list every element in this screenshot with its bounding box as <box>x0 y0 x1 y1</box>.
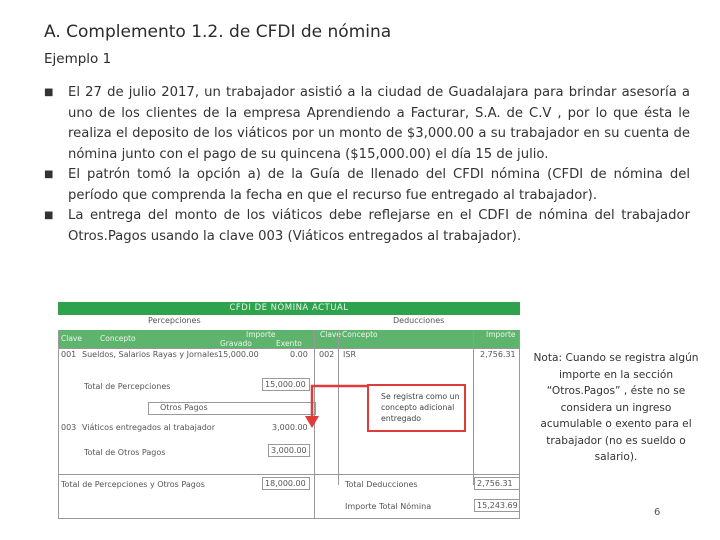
perc-exento: 0.00 <box>290 350 308 359</box>
total-percepciones-value: 15,000.00 <box>265 380 306 389</box>
bullet-marker-icon: ■ <box>44 210 54 221</box>
importe-total-label: Importe Total Nómina <box>345 502 432 511</box>
ded-col-clave: Clave <box>320 330 341 339</box>
bullet-text: El 27 de julio 2017, un trabajador asistió a la ciudad de Guadalajara para brindar asesoría a uno de los clientes de la empresa Aprendiendo a Facturar, S.A. de C.V , por lo que ésta le realiza el deposito de los viáticos por un monto de $3,000.00 a su trabajador en su cuenta de nómina junto con el pago de su quincena ($15,000.00) el día 15 de julio. <box>68 85 690 162</box>
otros-importe: 3,000.00 <box>272 423 308 432</box>
note-text: Nota: Cuando se registra algún importe en la sección “Otros.Pagos” , éste no se considera un ingreso acumulable o exento para el trabajador (no es sueldo o salario). <box>533 352 699 463</box>
percepciones-title: Percepciones <box>148 316 201 325</box>
ded-col-concepto: Concepto <box>342 330 378 339</box>
col-importe: Importe <box>246 330 276 339</box>
grid-line <box>58 474 520 475</box>
col-exento: Exento <box>276 339 302 348</box>
total-deducciones-label: Total Deducciones <box>345 480 418 489</box>
total-perc-otros-label: Total de Percepciones y Otros Pagos <box>61 480 205 489</box>
total-otros-label: Total de Otros Pagos <box>84 448 166 457</box>
col-clave: Clave <box>61 334 82 343</box>
bullet-item <box>44 206 690 247</box>
grid-line <box>58 518 520 519</box>
col-gravado: Gravado <box>220 339 252 348</box>
deducciones-title: Deducciones <box>393 316 445 325</box>
total-perc-otros-value: 18,000.00 <box>265 479 306 488</box>
figure-band-title: CFDI DE NÓMINA ACTUAL <box>58 302 520 315</box>
slide-subtitle: Ejemplo 1 <box>44 51 112 67</box>
bullet-marker-icon: ■ <box>44 87 54 98</box>
otros-pagos-title: Otros Pagos <box>160 403 208 412</box>
bullet-list <box>44 83 690 247</box>
ded-clave: 002 <box>319 350 335 359</box>
grid-line <box>58 330 59 519</box>
red-arrow-icon <box>300 372 372 432</box>
bullet-text: El patrón tomó la opción a) de la Guía de llenado del CFDI nómina (CFDI de nómina del período que comprenda la fecha en que el recurso fue entregado al trabajador). <box>68 167 690 203</box>
callout-box: Se registra como un concepto adicional entregado <box>367 384 466 432</box>
bullet-item <box>44 83 690 165</box>
slide-title: A. Complemento 1.2. de CFDI de nómina <box>44 22 392 42</box>
ded-col-importe: Importe <box>486 330 516 339</box>
grid-line <box>473 330 474 485</box>
otros-clave: 003 <box>61 423 77 432</box>
col-concepto: Concepto <box>100 334 136 343</box>
total-otros-value: 3,000.00 <box>271 446 307 455</box>
total-deducciones-value: 2,756.31 <box>477 479 513 488</box>
ded-importe: 2,756.31 <box>480 350 516 359</box>
perc-concepto: Sueldos, Salarios Rayas y Jornales <box>82 350 219 359</box>
perc-gravado: 15,000.00 <box>218 350 259 359</box>
table-header-row <box>58 330 520 348</box>
otros-concepto: Viáticos entregados al trabajador <box>82 423 215 432</box>
importe-total-value: 15,243.69 <box>477 501 518 510</box>
perc-clave: 001 <box>61 350 77 359</box>
bullet-item <box>44 165 690 206</box>
grid-line <box>58 348 520 349</box>
ded-concepto: ISR <box>343 350 356 359</box>
grid-line <box>519 330 520 519</box>
bullet-text: La entrega del monto de los viáticos debe reflejarse en el CDFI de nómina del trabajador Otros.Pagos usando la clave 003 (Viáticos entregados al trabajador). <box>68 208 690 244</box>
bullet-marker-icon: ■ <box>44 169 54 180</box>
total-percepciones-label: Total de Percepciones <box>84 382 171 391</box>
page-number: 6 <box>654 507 661 518</box>
